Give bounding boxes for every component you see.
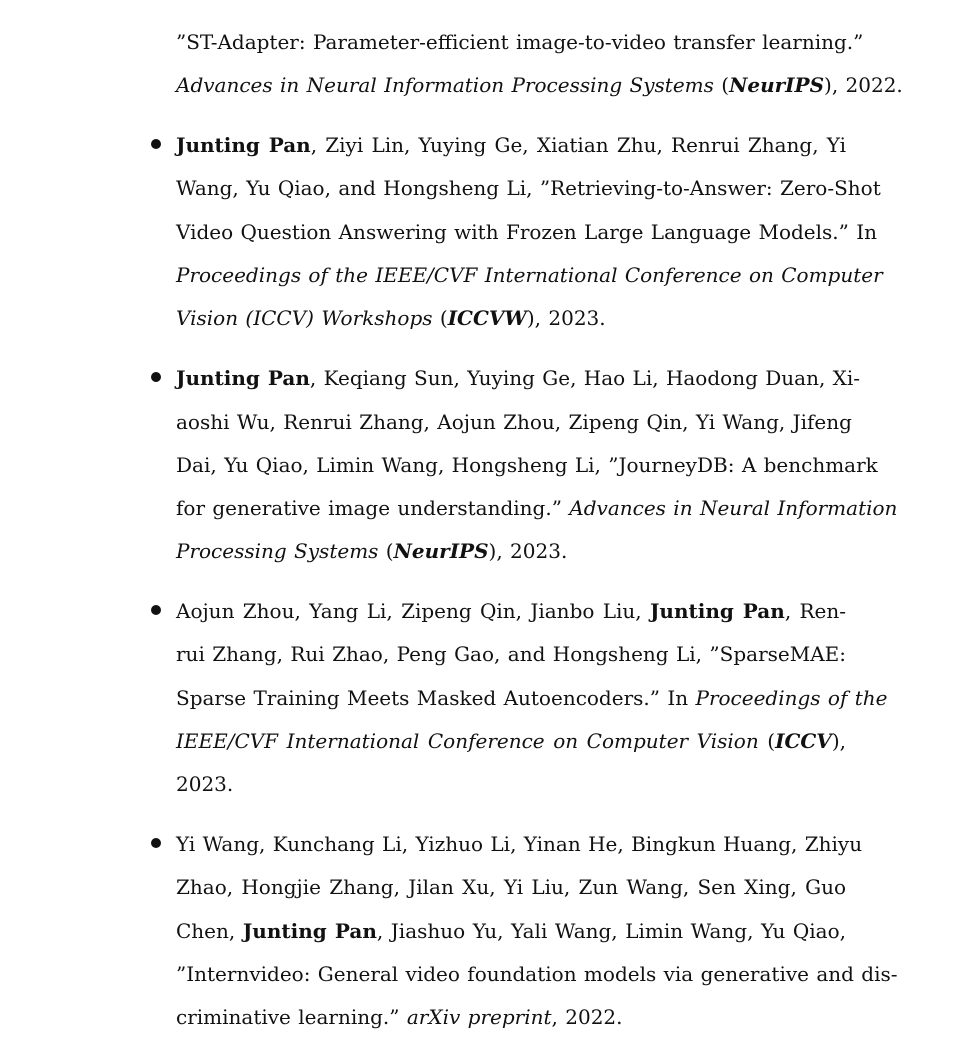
entry-text: rui Zhang, Rui Zhao, Peng Gao, and Hongsheng Li, ”SparseMAE:: [176, 642, 846, 666]
entry-line: [176, 772, 233, 796]
entry-text: criminative learning.”: [176, 1005, 407, 1029]
venue-name: Advances in Neural Information: [569, 496, 898, 520]
bullet-icon: [151, 372, 161, 382]
entry-line: [176, 729, 846, 753]
author-highlight: Junting Pan: [176, 366, 310, 390]
entry-text: for generative image understanding.”: [176, 496, 570, 520]
author-highlight: Junting Pan: [242, 919, 377, 943]
entry-text: Video Question Answering with Frozen Large Language Models.” In: [176, 220, 878, 244]
entry-line: [176, 1005, 623, 1029]
venue-abbreviation: NeurIPS: [729, 73, 825, 97]
venue-abbreviation: ICCV: [775, 729, 832, 753]
venue-name: arXiv preprint: [406, 1005, 552, 1029]
entry-line: [176, 832, 863, 856]
entry-text: Aojun Zhou, Yang Li, Zipeng Qin, Jianbo Liu,: [176, 599, 650, 623]
entry-text: Dai, Yu Qiao, Limin Wang, Hongsheng Li, ”JourneyDB: A benchmark: [176, 453, 878, 477]
entry-line: [176, 539, 567, 563]
entry-text: , Ren-: [784, 599, 847, 623]
entry-text: Yi Wang, Kunchang Li, Yizhuo Li, Yinan He, Bingkun Huang, Zhiyu: [176, 832, 863, 856]
venue-abbreviation: ICCVW: [447, 306, 527, 330]
venue-name: Proceedings of the IEEE/CVF International Conference on Computer: [176, 263, 883, 287]
entry-line: [176, 686, 888, 710]
venue-name: Advances in Neural Information Processing Systems: [176, 73, 714, 97]
bullet-icon: [151, 838, 161, 848]
author-highlight: Junting Pan: [176, 133, 311, 157]
entry-text: ),: [831, 729, 846, 753]
entry-line: [176, 133, 846, 157]
entry-text: (: [432, 306, 448, 330]
entry-line: [176, 263, 883, 287]
entry-text: ”Internvideo: General video foundation models via generative and dis-: [176, 962, 898, 986]
entry-text: ), 2023.: [526, 306, 606, 330]
entry-line: [176, 73, 903, 97]
entry-text: aoshi Wu, Renrui Zhang, Aojun Zhou, Zipeng Qin, Yi Wang, Jifeng: [176, 410, 852, 434]
entry-line: [176, 453, 878, 477]
entry-line: [176, 306, 606, 330]
venue-name: Processing Systems: [176, 539, 379, 563]
entry-line: [176, 220, 878, 244]
entry-line: [176, 919, 846, 943]
entry-line: [176, 642, 846, 666]
entry-text: Chen,: [176, 919, 243, 943]
author-highlight: Junting Pan: [649, 599, 785, 623]
entry-text: ), 2022.: [824, 73, 903, 97]
venue-name: Vision (ICCV) Workshops: [176, 306, 433, 330]
entry-line: [176, 30, 864, 54]
entry-text: , Ziyi Lin, Yuying Ge, Xiatian Zhu, Renrui Zhang, Yi: [310, 133, 847, 157]
entry-text: (: [713, 73, 730, 97]
entry-line: [176, 599, 846, 623]
venue-name: Proceedings of the: [695, 686, 888, 710]
entry-line: [176, 962, 898, 986]
entry-text: (: [758, 729, 776, 753]
entry-text: , Jiashuo Yu, Yali Wang, Limin Wang, Yu Qiao,: [376, 919, 847, 943]
entry-text: Sparse Training Meets Masked Autoencoders.” In: [176, 686, 696, 710]
entry-text: ”ST-Adapter: Parameter-efficient image-to-video transfer learning.”: [176, 30, 864, 54]
bullet-icon: [151, 139, 161, 149]
entry-text: Wang, Yu Qiao, and Hongsheng Li, ”Retrieving-to-Answer: Zero-Shot: [176, 176, 881, 200]
entry-text: 2023.: [176, 772, 234, 796]
entry-text: Zhao, Hongjie Zhang, Jilan Xu, Yi Liu, Zun Wang, Sen Xing, Guo: [176, 875, 846, 899]
entry-line: [176, 875, 846, 899]
venue-abbreviation: NeurIPS: [393, 539, 489, 563]
entry-line: [176, 410, 852, 434]
bullet-icon: [151, 605, 161, 615]
entry-text: (: [378, 539, 394, 563]
entry-line: [176, 496, 898, 520]
entry-line: [176, 176, 881, 200]
venue-name: IEEE/CVF International Conference on Computer Vision: [176, 729, 759, 753]
entry-text: , Keqiang Sun, Yuying Ge, Hao Li, Haodong Duan, Xi-: [309, 366, 861, 390]
entry-line: [176, 366, 861, 390]
entry-text: ), 2023.: [488, 539, 568, 563]
entry-text: , 2022.: [551, 1005, 623, 1029]
